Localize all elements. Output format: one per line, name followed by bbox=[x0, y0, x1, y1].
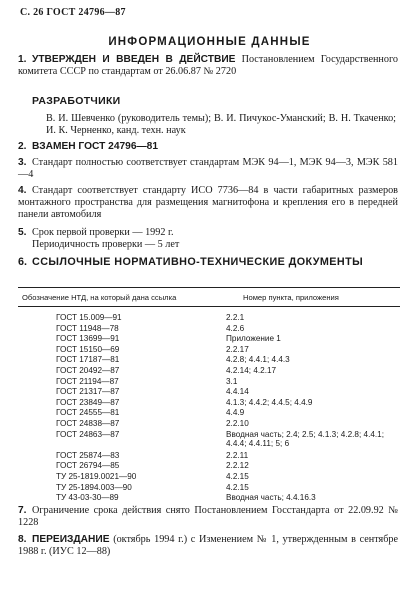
table-cell-item: 2.2.12 bbox=[226, 461, 249, 471]
table-cell-ref: ГОСТ 23849—87 bbox=[56, 397, 120, 407]
table-cell-item: 4.2.15 bbox=[226, 482, 249, 492]
table-cell-item: Вводная часть; 2.4; 2.5; 4.1.3; 4.2.8; 4.4.1; 4.4.4; 4.4.11; 5; 6 bbox=[226, 429, 384, 449]
table-cell-item: 2.2.10 bbox=[226, 419, 249, 428]
table-cell-item: 4.1.3; 4.4.2; 4.4.5; 4.4.9 bbox=[226, 397, 313, 407]
table-top-rule bbox=[18, 287, 400, 288]
section-number: 8. bbox=[18, 534, 27, 545]
table-cell-ref: ГОСТ 20492—87 bbox=[56, 366, 120, 375]
section-number: 1. bbox=[18, 54, 27, 65]
section-4 bbox=[18, 185, 398, 222]
table-cell-item: 4.2.14; 4.2.17 bbox=[226, 366, 277, 375]
section-5-line-2: Периодичность проверки — 5 лет bbox=[32, 239, 180, 251]
section-8-lead: ПЕРЕИЗДАНИЕ bbox=[32, 534, 110, 545]
section-number: 6. bbox=[18, 256, 28, 268]
section-3-text: Стандарт полностью соответствует стандартам МЭК 94—1, МЭК 94—3, МЭК 581—4 bbox=[18, 157, 398, 181]
section-5-line-1: Срок первой проверки — 1992 г. bbox=[32, 227, 174, 238]
table-cell-ref: ГОСТ 26794—85 bbox=[56, 461, 120, 471]
table-cell-item: 3.1 bbox=[226, 376, 238, 386]
page-title: ИНФОРМАЦИОННЫЕ ДАННЫЕ bbox=[108, 36, 311, 48]
table-cell-item: 2.2.11 bbox=[226, 450, 249, 460]
table-cell-ref: ГОСТ 24863—87 bbox=[56, 429, 120, 439]
section-7 bbox=[18, 505, 398, 529]
table-cell-ref: ГОСТ 24838—87 bbox=[56, 419, 120, 428]
developers-heading: РАЗРАБОТЧИКИ bbox=[32, 95, 121, 107]
developers-text: В. И. Шевченко (руководитель темы); В. И. Пичукос-Уманский; В. Н. Ткаченко; И. К. Черненко, канд. техн. наук bbox=[46, 113, 396, 137]
table-cell-ref: ГОСТ 11948—78 bbox=[56, 323, 119, 333]
section-7-text: Ограничение срока действия снято Постановлением Госстандарта от 22.09.92 № 1228 bbox=[18, 505, 398, 529]
table-cell-item: Приложение 1 bbox=[226, 334, 281, 344]
section-2 bbox=[18, 141, 398, 153]
section-5 bbox=[18, 227, 398, 251]
table-header-item: Номер пункта, приложения bbox=[243, 293, 339, 302]
section-1-lead: УТВЕРЖДЕН И ВВЕДЕН В ДЕЙСТВИЕ bbox=[32, 54, 236, 65]
table-cell-item: 2.2.1 bbox=[226, 313, 245, 322]
section-number: 3. bbox=[18, 157, 27, 168]
section-6-lead: ССЫЛОЧНЫЕ НОРМАТИВНО-ТЕХНИЧЕСКИЕ ДОКУМЕНТЫ bbox=[32, 256, 364, 268]
table-header-rule bbox=[18, 306, 400, 307]
section-number: 2. bbox=[18, 141, 27, 152]
table-cell-ref: ГОСТ 21317—87 bbox=[56, 387, 120, 397]
section-8-text: (октябрь 1994 г.) с Изменением № 1, утвержденным в сентябре 1988 г. (ИУС 12—88) bbox=[18, 534, 398, 558]
section-1-text: Постановлением Государственного комитета СССР по стандартам от 26.06.87 № 2720 bbox=[18, 54, 398, 78]
section-1 bbox=[18, 54, 398, 78]
table-cell-ref: ТУ 25-1819.0021—90 bbox=[56, 472, 137, 481]
page-header: С. 26 ГОСТ 24796—87 bbox=[20, 7, 126, 18]
table-cell-ref: ТУ 43-03-30—89 bbox=[56, 493, 119, 503]
section-3 bbox=[18, 157, 398, 181]
table-cell-ref: ГОСТ 21194—87 bbox=[56, 376, 119, 386]
table-cell-item: 4.2.15 bbox=[226, 472, 249, 481]
section-6 bbox=[18, 256, 398, 268]
table-cell-ref: ГОСТ 17187—81 bbox=[56, 355, 120, 365]
table-cell-item: 2.2.17 bbox=[226, 344, 249, 354]
section-number: 5. bbox=[18, 227, 27, 238]
table-header-ref: Обозначение НТД, на который дана ссылка bbox=[22, 293, 177, 302]
table-cell-item: 4.2.6 bbox=[226, 323, 245, 333]
table-cell-ref: ГОСТ 15.009—91 bbox=[56, 313, 122, 322]
table-cell-ref: ГОСТ 24555—81 bbox=[56, 408, 120, 418]
table-cell-item: 4.2.8; 4.4.1; 4.4.3 bbox=[226, 355, 290, 365]
table-cell-item: 4.4.9 bbox=[226, 408, 245, 418]
section-4-text: Стандарт соответствует стандарту ИСО 7736—84 в части габаритных размеров монтажного пространства для размещения магнитофона и крепления его в передней панели автомобиля bbox=[18, 185, 398, 221]
table-cell-item: Вводная часть; 4.4.16.3 bbox=[226, 493, 316, 503]
section-2-lead: ВЗАМЕН ГОСТ 24796—81 bbox=[32, 141, 159, 152]
section-number: 4. bbox=[18, 185, 27, 196]
table-cell-ref: ТУ 25-1894.003—90 bbox=[56, 482, 132, 492]
table-cell-item: 4.4.14 bbox=[226, 387, 249, 397]
table-cell-ref: ГОСТ 15150—69 bbox=[56, 344, 120, 354]
section-number: 7. bbox=[18, 505, 27, 516]
section-8 bbox=[18, 534, 398, 558]
table-cell-ref: ГОСТ 25874—83 bbox=[56, 450, 120, 460]
table-cell-ref: ГОСТ 13699—91 bbox=[56, 334, 120, 344]
